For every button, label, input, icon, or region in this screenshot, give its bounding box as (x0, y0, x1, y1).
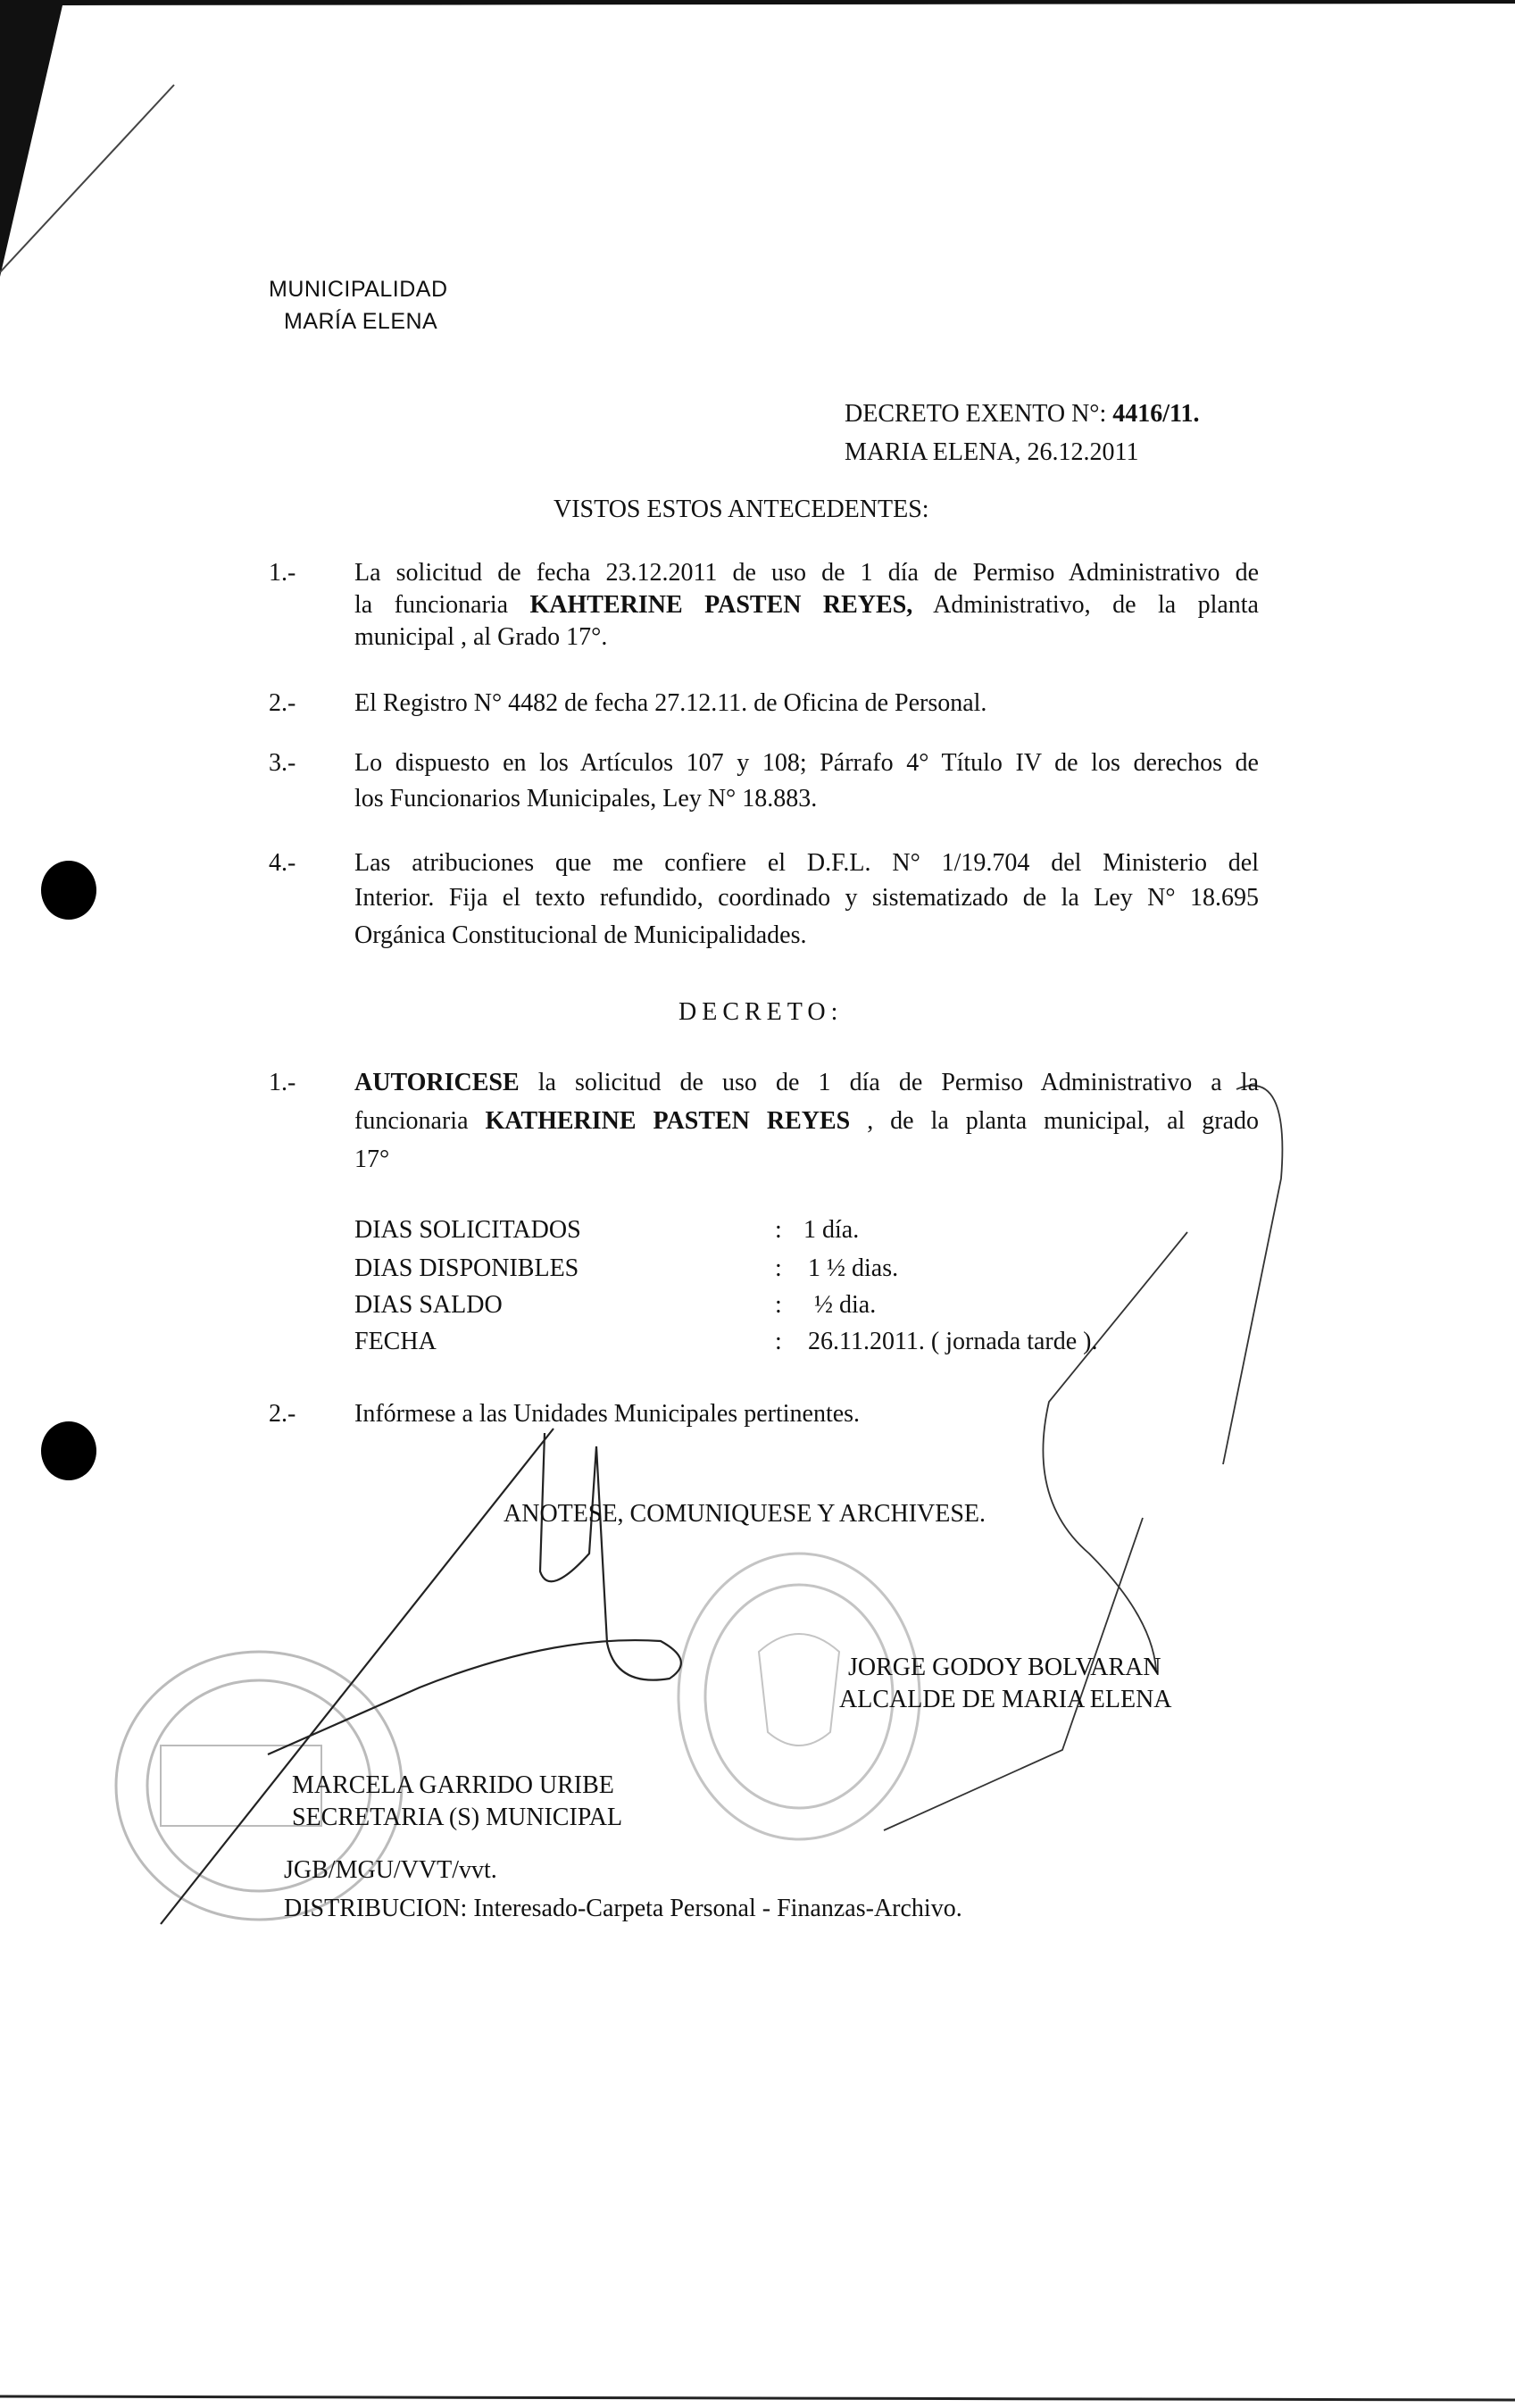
binder-hole (41, 1421, 96, 1480)
text: , de la planta municipal, al grado (850, 1107, 1259, 1135)
table-label: DIAS SALDO (354, 1291, 503, 1319)
text: funcionaria (354, 1107, 486, 1135)
signature-alcalde (884, 1086, 1282, 1830)
mayor-title: ALCALDE DE MARIA ELENA (839, 1686, 1172, 1713)
letterhead-line1: MUNICIPALIDAD (269, 277, 448, 302)
item-line (354, 1107, 1259, 1136)
table-value: ½ dia. (814, 1291, 877, 1319)
employee-name: KAHTERINE PASTEN REYES, (529, 591, 913, 619)
text: la solicitud de uso de 1 día de Permiso Administrativo a la (519, 1069, 1259, 1096)
closing-formula: ANOTESE, COMUNIQUESE Y ARCHIVESE. (504, 1500, 986, 1528)
table-colon: : (775, 1216, 782, 1244)
letterhead-line2: MARÍA ELENA (284, 309, 438, 334)
secretary-title: SECRETARIA (S) MUNICIPAL (292, 1804, 623, 1831)
binder-hole (41, 861, 96, 920)
decree-number-value: 4416/11. (1112, 400, 1200, 428)
table-label: DIAS SOLICITADOS (354, 1216, 581, 1244)
item-number: 4.- (269, 849, 296, 877)
item-line: Infórmese a las Unidades Municipales pertinentes. (354, 1400, 861, 1428)
decreto-title: DECRETO: (678, 998, 844, 1026)
item-line: los Funcionarios Municipales, Ley N° 18.883. (354, 785, 818, 812)
item-line (354, 1069, 1259, 1097)
item-line: 17° (354, 1146, 390, 1173)
authorize-keyword: AUTORICESE (354, 1069, 520, 1096)
text: Administrativo, de la planta (912, 591, 1259, 619)
text: la funcionaria (354, 591, 530, 619)
decree-number (845, 398, 1200, 430)
item-number: 3.- (269, 749, 296, 777)
item-number: 1.- (269, 559, 296, 587)
item-line (354, 591, 1259, 620)
item-line: Las atribuciones que me confiere el D.F.L. N° 1/19.704 del Ministerio del (354, 849, 1259, 877)
item-line: Orgánica Constitucional de Municipalidades. (354, 921, 807, 949)
table-value: 26.11.2011. ( jornada tarde ). (808, 1328, 1098, 1355)
table-colon: : (775, 1291, 782, 1319)
table-label: DIAS DISPONIBLES (354, 1254, 579, 1282)
mayor-name: JORGE GODOY BOLVARAN (848, 1654, 1161, 1681)
item-number: 2.- (269, 689, 296, 717)
decree-number-label: DECRETO EXENTO N°: (845, 400, 1107, 428)
table-value: 1 ½ dias. (808, 1254, 899, 1282)
item-line: La solicitud de fecha 23.12.2011 de uso de 1 día de Permiso Administrativo de (354, 559, 1259, 587)
table-colon: : (775, 1254, 782, 1282)
item-line: Lo dispuesto en los Artículos 107 y 108; Párrafo 4° Título IV de los derechos de (354, 749, 1259, 777)
table-value: 1 día. (803, 1216, 860, 1244)
place-date: MARIA ELENA, 26.12.2011 (845, 438, 1139, 466)
employee-name: KATHERINE PASTEN REYES (485, 1107, 851, 1135)
item-number: 2.- (269, 1400, 296, 1428)
initials: JGB/MGU/VVT/vvt. (284, 1856, 497, 1884)
item-line: Interior. Fija el texto refundido, coordinado y sistematizado de la Ley N° 18.695 (354, 884, 1259, 912)
item-number: 1.- (269, 1069, 296, 1096)
distribution: DISTRIBUCION: Interesado-Carpeta Personal - Finanzas-Archivo. (284, 1895, 962, 1922)
item-line: municipal , al Grado 17°. (354, 623, 608, 651)
table-colon: : (775, 1328, 782, 1355)
secretary-name: MARCELA GARRIDO URIBE (292, 1771, 614, 1799)
item-line: El Registro N° 4482 de fecha 27.12.11. de Oficina de Personal. (354, 689, 987, 717)
table-label: FECHA (354, 1328, 437, 1355)
vistos-title: VISTOS ESTOS ANTECEDENTES: (554, 496, 929, 523)
